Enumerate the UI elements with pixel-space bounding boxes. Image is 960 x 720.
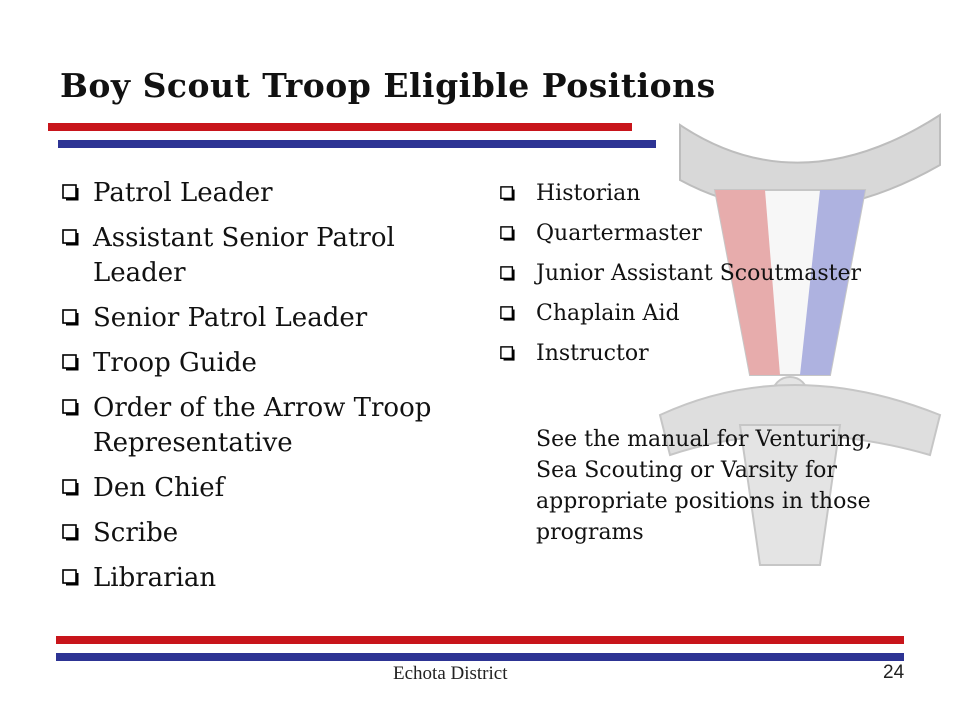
list-item: [498, 178, 928, 209]
footer-text: Echota District: [393, 663, 508, 684]
list-item-label: Den Chief: [93, 473, 225, 503]
checkbox-icon: [500, 346, 515, 361]
list-item: [62, 561, 482, 596]
checkbox-icon: [62, 524, 79, 541]
list-item: [62, 301, 482, 336]
list-item: [62, 471, 482, 506]
list-item: [62, 221, 482, 291]
checkbox-icon: [500, 226, 515, 241]
footer-red-rule: [56, 636, 904, 644]
list-item-label: Librarian: [93, 563, 217, 593]
list-item-label: Senior Patrol Leader: [93, 303, 368, 333]
list-item-label: Chaplain Aid: [536, 301, 680, 326]
checkbox-icon: [62, 479, 79, 496]
checkbox-icon: [500, 186, 515, 201]
list-item-label: Scribe: [93, 518, 179, 548]
checkbox-icon: [62, 399, 79, 416]
checkbox-icon: [62, 569, 79, 586]
list-item: [62, 391, 482, 461]
list-item-label: Order of the Arrow Troop Representative: [93, 393, 432, 458]
left-position-list: [62, 176, 482, 606]
checkbox-icon: [500, 306, 515, 321]
list-item-label: Troop Guide: [93, 348, 257, 378]
right-position-list: [498, 178, 928, 378]
list-item: [498, 258, 928, 289]
checkbox-icon: [62, 354, 79, 371]
list-item: [62, 516, 482, 551]
title-blue-rule: [58, 140, 656, 148]
list-item-label: Quartermaster: [536, 221, 702, 246]
list-item: [62, 176, 482, 211]
manual-note: See the manual for Venturing, Sea Scouting or Varsity for appropriate positions in those programs: [536, 427, 873, 545]
list-item: [498, 218, 928, 249]
checkbox-icon: [500, 266, 515, 281]
slide-title: Boy Scout Troop Eligible Positions: [60, 66, 716, 105]
checkbox-icon: [62, 229, 79, 246]
page-number: 24: [883, 662, 905, 683]
list-item-label: Instructor: [536, 341, 649, 366]
list-item: [498, 298, 928, 329]
list-item: [498, 338, 928, 369]
footer-blue-rule: [56, 653, 904, 661]
checkbox-icon: [62, 184, 79, 201]
list-item-label: Patrol Leader: [93, 178, 273, 208]
list-item-label: Junior Assistant Scoutmaster: [536, 261, 861, 286]
checkbox-icon: [62, 309, 79, 326]
list-item: [62, 346, 482, 381]
list-item-label: Assistant Senior Patrol Leader: [93, 223, 395, 288]
list-item-label: Historian: [536, 181, 641, 206]
title-red-rule: [48, 123, 632, 131]
